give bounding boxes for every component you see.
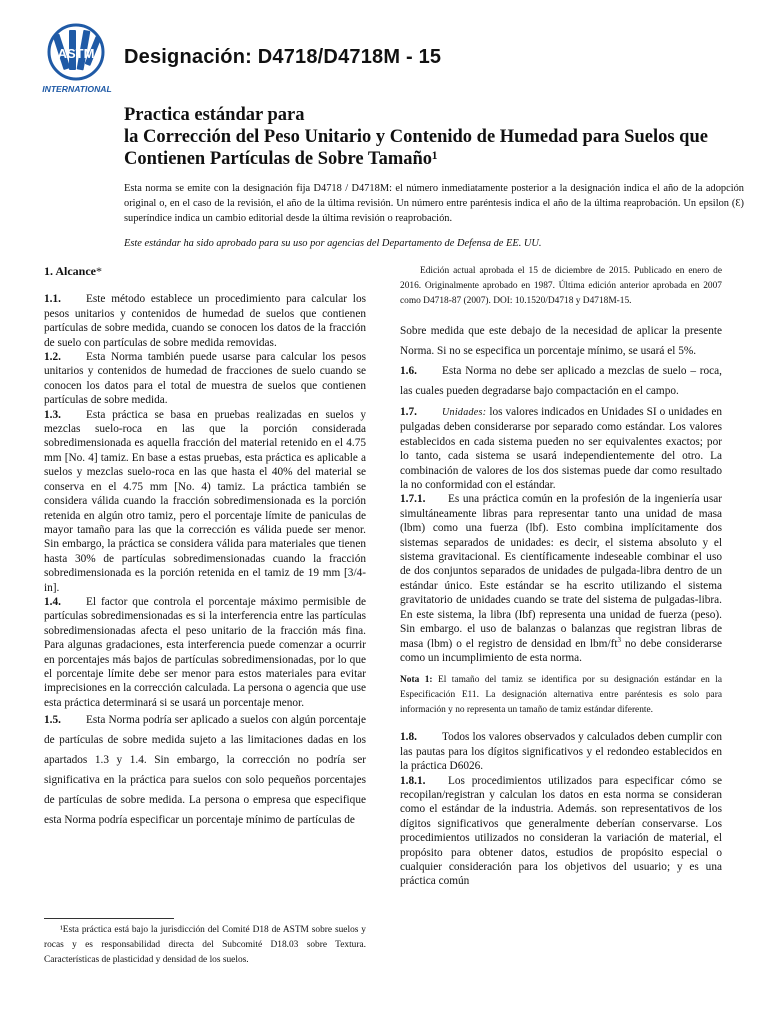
page-title [124,104,744,170]
note-1: Nota 1: El tamaño del tamiz se identifica por su designación estándar en la Especificación E11. La designación alternativa entre paréntesis es solo para información y no representa un tamaño de tamiz estándar diferente. [400,675,722,716]
left-column [44,264,366,830]
edition-note: Edición actual aprobada el 15 de diciembre de 2015. Publicado en enero de 2016. Originalmente aprobado en 1987. Última edición anterior aprobada en 2007 como D4718-87 (2007). DOI: 10.1520/D4718 y D4718M-15. [400,266,722,306]
title-line-1: Practica estándar para [124,105,305,125]
footnote: ¹Esta práctica está bajo la jurisdicción del Comité D18 de ASTM sobre suelos y rocas y es responsabilidad directa del Subcomité D18.03 sobre Textura. Características de plasticidad y densidad de los suelos. [44,925,366,965]
astm-logo-icon [38,22,116,96]
title-line-3: Contienen Partículas de Sobre Tamaño¹ [124,149,438,169]
paragraph-1-1: 1.1. Este método establece un procedimiento para calcular los pesos unitarios y contenidos de humedad de suelos que contienen partículas de sobre medida, cuando se conocen los datos de la fracción de suelo con partículas de sobre medida removidas. [44,293,366,349]
footnote-divider [44,918,174,919]
paragraph-1-5: 1.5. Esta Norma podría ser aplicado a suelos con algún porcentaje de partículas de sobre medida sujeto a las limitaciones dadas en los apartados 1.3 y 1.4. Sin embargo, la corrección no podría ser significativa en la práctica para suelos con solo pequeños porcentajes de partículas de sobre medida. La persona o empresa que especifique esta Norma podría especificar un porcentaje mínimo de partículas de [44,714,366,827]
title-line-2: la Corrección del Peso Unitario y Contenido de Humedad para Suelos que [124,127,708,147]
paragraph-1-2: 1.2. Esta Norma también puede usarse para calcular los pesos unitarios y contenidos de humedad de fracciones de suelo cuando se conocen los datos para el total de muestra de suelos que contienen partículas de sobre medida. [44,351,366,407]
approval-note: Este estándar ha sido aprobado para su uso por agencias del Departamento de Defensa de EE. UU. [124,238,542,249]
right-column [400,264,722,889]
paragraph-1-7: 1.7. Unidades: los valores indicados en Unidades SI o unidades en pulgadas deben considerarse por separado como estándar. Los valores establecidos en cada sistema pueden no ser equivalentes exactos; por lo tanto, cada sistema se usará independientemente del otro. La combinación de valores de los dos sistemas puede dar como resultado la no conformidad con el estándar. [400,406,722,492]
paragraph-1-8: 1.8. Todos los valores observados y calculados deben cumplir con las pautas para los dígitos significativos y el redondeo establecidos en la práctica D6026. [400,731,722,773]
paragraph-1-6: 1.6. Esta Norma no debe ser aplicado a mezclas de suelo – roca, las cuales pueden degradarse bajo compactación en el campo. [400,365,722,397]
logo-subtext: INTERNATIONAL [42,84,112,94]
paragraph-continued: Sobre medida que este debajo de la necesidad de aplicar la presente Norma. Si no se especifica un porcentaje mínimo, se usará el 5%. [400,325,722,357]
designation: Designación: D4718/D4718M - 15 [124,46,442,68]
section-heading: 1. Alcance* [44,264,102,278]
paragraph-1-3: 1.3. Esta práctica se basa en pruebas realizadas en suelos y mezclas suelo-roca en las que la porción considerada sobredimensionada es aquella fracción del material retenido en el 4.75 mm [No. 4] tamiz. En base a estas pruebas, esta práctica es aplicable a suelos y mezclas suelo-roca en las que hasta el 40% del material se conserva en el 4.75 mm [No. 4) tamiz. La práctica también se considera válida cuando la fracción sobredimensionada es la porción retenida en algún otro tamiz, pero el porcentaje límite de paniculas de mayor tamaño para las que la corrección es válida puede ser menor. Sin embargo, la práctica se considera válida para materiales que tienen hasta 30% de partículas sobredimensionadas cuando la fracción sobredimensionada es la porción retenida en el tamiz de 19 mm [3/4-in]. [44,408,366,594]
paragraph-1-4: 1.4. El factor que controla el porcentaje máximo permisible de partículas sobredimensionadas es si la interferencia entre las partículas sobredimensionadas afecta el peso unitario de la fracción más fina. Para algunas gradaciones, esta interferencia puede comenzar a ocurrir en porcentajes más bajos de partículas sobredimensionadas, por lo que el porcentaje límite debe ser menor para estos materiales para evitar imprecisiones en la corrección calculada. La persona o agencia que use esta práctica determinará si se usará un porcentaje menor. [44,595,366,709]
paragraph-1-8-1: 1.8.1. Los procedimientos utilizados para especificar cómo se recopilan/registran y calculan los datos en esta norma se consideran como el estándar de la industria. Además. son representativos de los dígitos significativos que generalmente deberían conservarse. Los procedimientos utilizados no consideran la variación de material, el propósito para obtener datos, estudios de propósito especial o cualquier consideración para los objetivos del usuario; y es una práctica común [400,774,722,888]
designation-note: Esta norma se emite con la designación fija D4718 / D4718M: el número inmediatamente posterior a la designación indica el año de la adopción original o, en el caso de la revisión, el año de la última revisión. Un número entre paréntesis indica el año de la última reaprobación. Un epsilon (Ɛ) superíndice indica un cambio editorial desde la última revisión o reaprobación. [124,183,744,224]
logo-text: ASTM [57,46,95,61]
paragraph-1-7-1: 1.7.1. Es una práctica común en la profesión de la ingeniería usar simultáneamente libras para representar tanto una unidad de masa (lbm) como una fuerza (lbf). Esto combina implícitamente dos sistemas separados de unidades: es decir, el sistema absoluto y el sistema gravitacional. Es científicamente indeseable combinar el uso de dos conjuntos separados de unidades de pulgada-libra dentro de un estándar único. Este estándar se ha escrito utilizando el sistema gravitatorio de unidades cuando se trate del sistema de pulgadas-libra. En este sistema, la libra (Ibf) representa una unidad de fuerza (peso). Sin embargo. el uso de balanzas o balanzas que registran libras de masa (lbm) o el registro de densidad en lbm/$ft^3$ no debe considerarse como un incumplimiento de esta norma. [400,493,722,664]
